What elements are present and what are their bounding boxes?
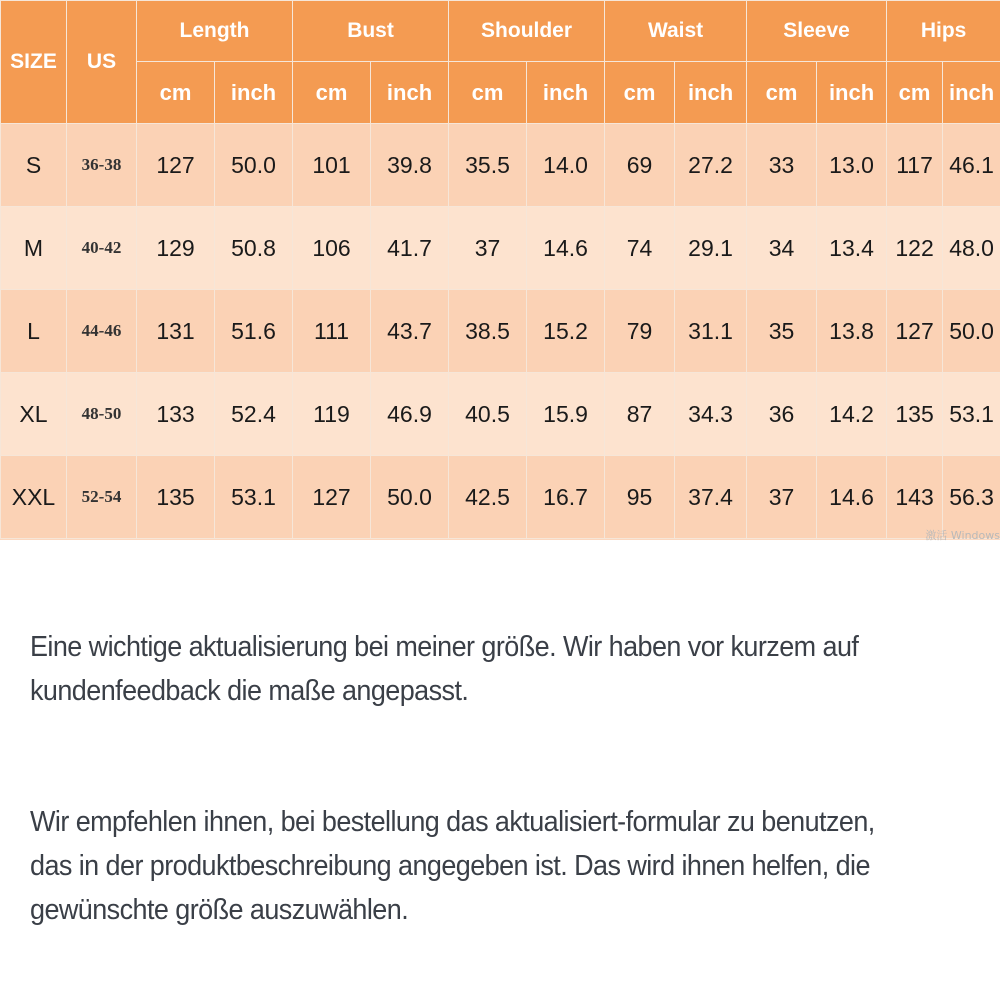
measurement-cell: 43.7	[371, 290, 449, 373]
us-size-cell: 40-42	[67, 207, 137, 290]
measurement-cell: 69	[605, 124, 675, 207]
measurement-cell: 46.1	[943, 124, 1000, 207]
measurement-cell: 111	[293, 290, 371, 373]
measurement-cell: 127	[293, 456, 371, 539]
measurement-cell: 39.8	[371, 124, 449, 207]
measurement-cell: 37	[747, 456, 817, 539]
measurement-cell: 38.5	[449, 290, 527, 373]
measurement-cell: 51.6	[215, 290, 293, 373]
measurement-cell: 127	[887, 290, 943, 373]
measurement-cell: 50.0	[371, 456, 449, 539]
us-size-cell: 48-50	[67, 373, 137, 456]
note-paragraph-recommendation: Wir empfehlen ihnen, bei bestellung das aktualisiert-formular zu benutzen, das in der produktbeschreibung angegeben ist. Das wird ihnen helfen, die gewünschte größe auszuwählen.	[30, 806, 875, 926]
measurement-cell: 16.7	[527, 456, 605, 539]
watermark: 激活 Windows	[925, 529, 1000, 542]
unit-header: cm	[137, 62, 215, 124]
measurement-cell: 37	[449, 207, 527, 290]
measurement-cell: 122	[887, 207, 943, 290]
measurement-cell: 14.6	[527, 207, 605, 290]
measurement-cell: 42.5	[449, 456, 527, 539]
length-header: Length	[137, 1, 293, 62]
measurement-cell: 53.1	[943, 373, 1000, 456]
measurement-cell: 35	[747, 290, 817, 373]
table-row	[1, 124, 1000, 207]
measurement-cell: 48.0	[943, 207, 1000, 290]
unit-header: cm	[293, 62, 371, 124]
measurement-cell: 50.8	[215, 207, 293, 290]
size-cell: XL	[1, 373, 67, 456]
size-header: SIZE	[1, 1, 67, 124]
measurement-cell: 143	[887, 456, 943, 539]
measurement-cell: 50.0	[943, 290, 1000, 373]
measurement-cell: 37.4	[675, 456, 747, 539]
us-header: US	[67, 1, 137, 124]
measurement-cell: 52.4	[215, 373, 293, 456]
measurement-cell: 117	[887, 124, 943, 207]
unit-header: cm	[449, 62, 527, 124]
unit-header: cm	[747, 62, 817, 124]
measurement-cell: 56.3	[943, 456, 1000, 539]
waist-header: Waist	[605, 1, 747, 62]
table-row	[1, 456, 1000, 539]
table-row	[1, 207, 1000, 290]
measurement-cell: 40.5	[449, 373, 527, 456]
measurement-cell: 15.9	[527, 373, 605, 456]
unit-header: inch	[817, 62, 887, 124]
measurement-cell: 14.6	[817, 456, 887, 539]
measurement-cell: 31.1	[675, 290, 747, 373]
us-size-cell: 44-46	[67, 290, 137, 373]
measurement-cell: 36	[747, 373, 817, 456]
measurement-cell: 101	[293, 124, 371, 207]
measurement-cell: 133	[137, 373, 215, 456]
hips-header: Hips	[887, 1, 1000, 62]
measurement-cell: 29.1	[675, 207, 747, 290]
measurement-cell: 35.5	[449, 124, 527, 207]
measurement-cell: 34.3	[675, 373, 747, 456]
measurement-cell: 41.7	[371, 207, 449, 290]
measurement-cell: 135	[887, 373, 943, 456]
size-cell: XXL	[1, 456, 67, 539]
note-paragraph-update: Eine wichtige aktualisierung bei meiner größe. Wir haben vor kurzem auf kundenfeedback die maße angepasst.	[30, 631, 859, 707]
table-row	[1, 373, 1000, 456]
size-cell: M	[1, 207, 67, 290]
measurement-cell: 34	[747, 207, 817, 290]
measurement-cell: 33	[747, 124, 817, 207]
measurement-cell: 14.2	[817, 373, 887, 456]
measurement-cell: 79	[605, 290, 675, 373]
measurement-cell: 53.1	[215, 456, 293, 539]
header-row-units	[1, 62, 1000, 124]
unit-header: inch	[943, 62, 1000, 124]
measurement-cell: 46.9	[371, 373, 449, 456]
shoulder-header: Shoulder	[449, 1, 605, 62]
measurement-cell: 106	[293, 207, 371, 290]
size-cell: S	[1, 124, 67, 207]
us-size-cell: 36-38	[67, 124, 137, 207]
unit-header: cm	[887, 62, 943, 124]
unit-header: inch	[371, 62, 449, 124]
measurement-cell: 87	[605, 373, 675, 456]
measurement-cell: 15.2	[527, 290, 605, 373]
measurement-cell: 13.0	[817, 124, 887, 207]
measurement-cell: 131	[137, 290, 215, 373]
unit-header: cm	[605, 62, 675, 124]
measurement-cell: 50.0	[215, 124, 293, 207]
sleeve-header: Sleeve	[747, 1, 887, 62]
measurement-cell: 119	[293, 373, 371, 456]
measurement-cell: 127	[137, 124, 215, 207]
bust-header: Bust	[293, 1, 449, 62]
measurement-cell: 13.8	[817, 290, 887, 373]
measurement-cell: 13.4	[817, 207, 887, 290]
table-row	[1, 290, 1000, 373]
measurement-cell: 129	[137, 207, 215, 290]
measurement-cell: 27.2	[675, 124, 747, 207]
unit-header: inch	[675, 62, 747, 124]
measurement-cell: 14.0	[527, 124, 605, 207]
unit-header: inch	[215, 62, 293, 124]
measurement-cell: 74	[605, 207, 675, 290]
unit-header: inch	[527, 62, 605, 124]
table-body	[1, 124, 1000, 539]
measurement-cell: 135	[137, 456, 215, 539]
us-size-cell: 52-54	[67, 456, 137, 539]
size-cell: L	[1, 290, 67, 373]
header-row-groups	[1, 1, 1000, 62]
measurement-cell: 95	[605, 456, 675, 539]
